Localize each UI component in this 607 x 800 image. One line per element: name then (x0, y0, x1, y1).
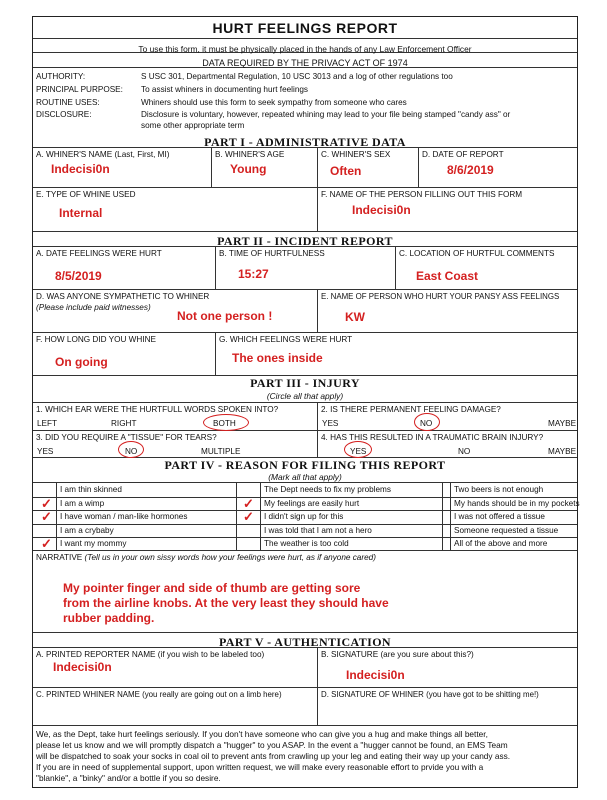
ear-option-left[interactable]: LEFT (37, 419, 58, 428)
narrative-block[interactable] (33, 551, 577, 633)
tissue-option-multiple[interactable]: MULTIPLE (201, 447, 241, 456)
part4-header (33, 458, 577, 483)
part4-subtitle: (Mark all that apply) (268, 472, 342, 482)
tissue-no-circle-mark (118, 441, 144, 458)
filer-name-value: Indecisi0n (352, 203, 411, 217)
whine-type-field[interactable] (33, 188, 318, 231)
part5-header (33, 633, 577, 648)
checkmark-icon: ✓ (243, 509, 254, 525)
footer-line-4: If you are in need of supplemental support, upon written request, we will make every reasonable effort to prvide you with a (36, 762, 484, 772)
duration-field[interactable] (33, 333, 216, 375)
ear-option-right[interactable]: RIGHT (111, 419, 137, 428)
part3-title: PART III - INJURY (250, 376, 360, 390)
hurt-feelings-report-form (32, 16, 578, 788)
brain-yes-circle-mark (344, 441, 372, 458)
both-circle-mark (203, 414, 249, 431)
part2-row2 (33, 290, 577, 333)
sympathetic-sublabel: (Please include paid witnesses) (36, 303, 151, 312)
date-hurt-label: A. DATE FEELINGS WERE HURT (36, 249, 162, 258)
reason-col1-item[interactable]: I am a wimp (60, 498, 105, 508)
footer-line-1: We, as the Dept, take hurt feelings seriously. If you don't have someone who can give you a hug and make things all better, (36, 729, 488, 739)
whine-type-label: E. TYPE OF WHINE USED (36, 190, 136, 199)
routine-uses-label: ROUTINE USES: (36, 98, 100, 107)
whiner-signature-label: D. SIGNATURE OF WHINER (you have got to be shitting me!) (321, 690, 539, 699)
hurter-name-field[interactable] (318, 290, 579, 332)
checkmark-icon: ✓ (243, 495, 254, 511)
checkbox-col-3 (443, 483, 451, 550)
footer-line-5: "blankie", a "binky" and/or a bottle if you so desire. (36, 773, 221, 783)
reason-row-divider (33, 497, 577, 498)
part3-row2 (33, 431, 577, 458)
part1-header (33, 133, 577, 148)
brain-injury-question-label: 4. HAS THIS RESULTED IN A TRAUMATIC BRAIN INJURY? (321, 433, 544, 442)
part5-row2 (33, 688, 577, 726)
part1-title: PART I - ADMINISTRATIVE DATA (204, 135, 406, 149)
reason-col2-item[interactable]: I was told that I am not a hero (264, 525, 372, 535)
authority-text: S USC 301, Departmental Regulation, 10 USC 3013 and a log of other regulations too (141, 72, 453, 81)
whiner-sex-label: C. WHINER'S SEX (321, 150, 391, 159)
narrative-line-3: rubber padding. (63, 611, 155, 625)
authority-label: AUTHORITY: (36, 72, 86, 81)
part2-row3 (33, 333, 577, 376)
narrative-line-2: from the airline knobs. At the very least they should have (63, 596, 389, 610)
narrative-label: NARRATIVE (Tell us in your own sissy words how your feelings were hurt, as if anyone cared) (36, 553, 376, 562)
whiner-sex-value: Often (330, 164, 362, 178)
instruction-row (33, 39, 577, 53)
date-hurt-value: 8/5/2019 (55, 269, 102, 283)
ear-question (33, 403, 318, 430)
reason-col3-item[interactable]: My hands should be in my pockets (454, 498, 580, 508)
reason-col1-item[interactable]: I have woman / man-like hormones (60, 512, 188, 522)
reason-col3-item[interactable]: Someone requested a tissue (454, 525, 559, 535)
whiner-sex-field[interactable] (318, 148, 419, 187)
reason-col2-item[interactable]: The Dept needs to fix my problems (264, 485, 391, 494)
whiner-age-label: B. WHINER'S AGE (215, 150, 285, 159)
duration-label: F. HOW LONG DID YOU WHINE (36, 335, 156, 344)
which-feelings-field[interactable] (216, 333, 579, 375)
no-circle-mark (414, 413, 440, 431)
reporter-signature-field[interactable] (318, 648, 579, 687)
brain-injury-question (318, 431, 579, 457)
form-title-row (33, 17, 577, 39)
part4-title: PART IV - REASON FOR FILING THIS REPORT (164, 458, 446, 472)
reason-col1-item[interactable]: I am thin skinned (60, 485, 122, 494)
part2-header (33, 232, 577, 247)
part1-row1 (33, 148, 577, 188)
date-hurt-field[interactable] (33, 247, 216, 289)
hurter-name-label: E. NAME OF PERSON WHO HURT YOUR PANSY ASS FEELINGS (321, 292, 560, 301)
part1-row2 (33, 188, 577, 232)
tissue-question (33, 431, 318, 457)
tissue-option-no[interactable]: NO (125, 447, 138, 456)
duration-value: On going (55, 355, 108, 369)
brain-option-no[interactable]: NO (458, 447, 471, 456)
form-title: HURT FEELINGS REPORT (212, 20, 398, 36)
checkmark-icon: ✓ (41, 509, 52, 525)
part3-subtitle: (Circle all that apply) (266, 391, 344, 401)
reason-col2-item[interactable]: I didn't sign up for this (264, 512, 344, 522)
filer-name-label: F. NAME OF THE PERSON FILLING OUT THIS FORM (321, 190, 523, 199)
report-date-label: D. DATE OF REPORT (422, 150, 504, 159)
filer-name-field[interactable] (318, 188, 579, 231)
location-label: C. LOCATION OF HURTFUL COMMENTS (399, 249, 555, 258)
footer-line-3: will be dispatched to soak your socks in coal oil to prevent ants from crawling up your leg and eating their way up your candy ass. (36, 751, 511, 761)
sympathetic-value: Not one person ! (177, 309, 273, 323)
reason-col3-item[interactable]: Two beers is not enough (454, 485, 544, 494)
tissue-option-yes[interactable]: YES (37, 447, 54, 456)
which-feelings-value: The ones inside (232, 351, 323, 365)
disclosure-text: Disclosure is voluntary, however, repeated whining may lead to your file being stamped "candy ass" or (141, 110, 511, 119)
sympathetic-field[interactable] (33, 290, 318, 332)
reason-col3-item[interactable]: All of the above and more (454, 539, 548, 549)
whiner-age-value: Young (230, 162, 267, 176)
damage-option-no[interactable]: NO (420, 419, 433, 428)
damage-question (318, 403, 579, 430)
whiner-printed-name-field[interactable] (33, 688, 318, 725)
ear-option-both[interactable]: BOTH (213, 419, 236, 428)
reason-row-divider (33, 510, 577, 511)
reason-col2-item[interactable]: My feelings are easily hurt (264, 498, 360, 508)
time-hurt-field[interactable] (216, 247, 396, 289)
brain-option-yes[interactable]: YES (350, 447, 367, 456)
instruction-text: To use this form, it must be physically placed in the hands of any Law Enforcement Officer (138, 44, 472, 54)
privacy-heading: DATA REQUIRED BY THE PRIVACY ACT OF 1974 (202, 58, 408, 68)
sympathetic-label: D. WAS ANYONE SYMPATHETIC TO WHINER (36, 292, 210, 301)
purpose-text: To assist whiners in documenting hurt feelings (141, 85, 309, 94)
time-hurt-value: 15:27 (238, 267, 269, 281)
part2-title: PART II - INCIDENT REPORT (217, 234, 393, 248)
reasons-grid (33, 483, 580, 552)
reason-col1-item[interactable]: I am a crybaby (60, 525, 114, 535)
damage-option-maybe[interactable]: MAYBE (548, 419, 577, 428)
part2-row1 (33, 247, 577, 290)
reporter-signature-value: Indecisi0n (346, 668, 405, 682)
reporter-name-field[interactable] (33, 648, 318, 687)
report-date-field[interactable] (419, 148, 579, 187)
reason-col3-item[interactable]: I was not offered a tissue (454, 512, 545, 522)
disclosure-text-2: some other appropriate term (141, 121, 245, 130)
narrative-line-1: My pointer finger and side of thumb are getting sore (63, 581, 361, 595)
whiner-printed-name-label: C. PRINTED WHINER NAME (you really are going out on a limb here) (36, 690, 282, 699)
tissue-question-label: 3. DID YOU REQUIRE A "TISSUE" FOR TEARS? (36, 433, 217, 442)
reporter-signature-label: B. SIGNATURE (are you sure about this?) (321, 650, 474, 659)
ear-question-label: 1. WHICH EAR WERE THE HURTFULL WORDS SPOKEN INTO? (36, 405, 279, 414)
part3-row1 (33, 403, 577, 431)
damage-question-label: 2. IS THERE PERMANENT FEELING DAMAGE? (321, 405, 501, 414)
part3-header (33, 376, 577, 403)
checkmark-icon: ✓ (41, 536, 52, 552)
part5-title: PART V - AUTHENTICATION (218, 635, 392, 649)
whiner-name-label: A. WHINER'S NAME (Last, First, MI) (36, 150, 170, 159)
routine-uses-text: Whiners should use this form to seek sympathy from someone who cares (141, 98, 407, 107)
reason-row-divider (33, 524, 577, 525)
reason-row-divider (33, 537, 577, 538)
narrative-text (63, 581, 389, 626)
reason-col2-item[interactable]: The weather is too cold (264, 539, 349, 549)
whiner-name-value: Indecisi0n (51, 162, 110, 176)
checkmark-icon: ✓ (41, 495, 52, 511)
report-date-value: 8/6/2019 (447, 163, 494, 177)
hurter-name-value: KW (345, 310, 365, 324)
location-field[interactable] (396, 247, 579, 289)
whiner-name-field[interactable] (33, 148, 212, 187)
reason-col1-item[interactable]: I want my mommy (60, 539, 127, 549)
footer-text (36, 729, 576, 784)
footer-line-2: please let us know and we will promptly dispatch a "hugger" to you ASAP. In the event a "hugger cannot be found, an EMS Team (36, 740, 508, 750)
which-feelings-label: G. WHICH FEELINGS WERE HURT (219, 335, 353, 344)
whine-type-value: Internal (59, 206, 103, 220)
purpose-label: PRINCIPAL PURPOSE: (36, 85, 123, 94)
part5-row1 (33, 648, 577, 688)
time-hurt-label: B. TIME OF HURTFULNESS (219, 249, 325, 258)
reporter-name-label: A. PRINTED REPORTER NAME (if you wish to be labeled too) (36, 650, 265, 659)
privacy-row (33, 53, 577, 68)
whiner-age-field[interactable] (212, 148, 318, 187)
disclosure-label: DISCLOSURE: (36, 110, 92, 119)
damage-option-yes[interactable]: YES (322, 419, 339, 428)
reporter-name-value: Indecisi0n (53, 660, 112, 674)
location-value: East Coast (416, 269, 479, 283)
whiner-signature-field[interactable] (318, 688, 579, 725)
brain-option-maybe[interactable]: MAYBE (548, 447, 577, 456)
